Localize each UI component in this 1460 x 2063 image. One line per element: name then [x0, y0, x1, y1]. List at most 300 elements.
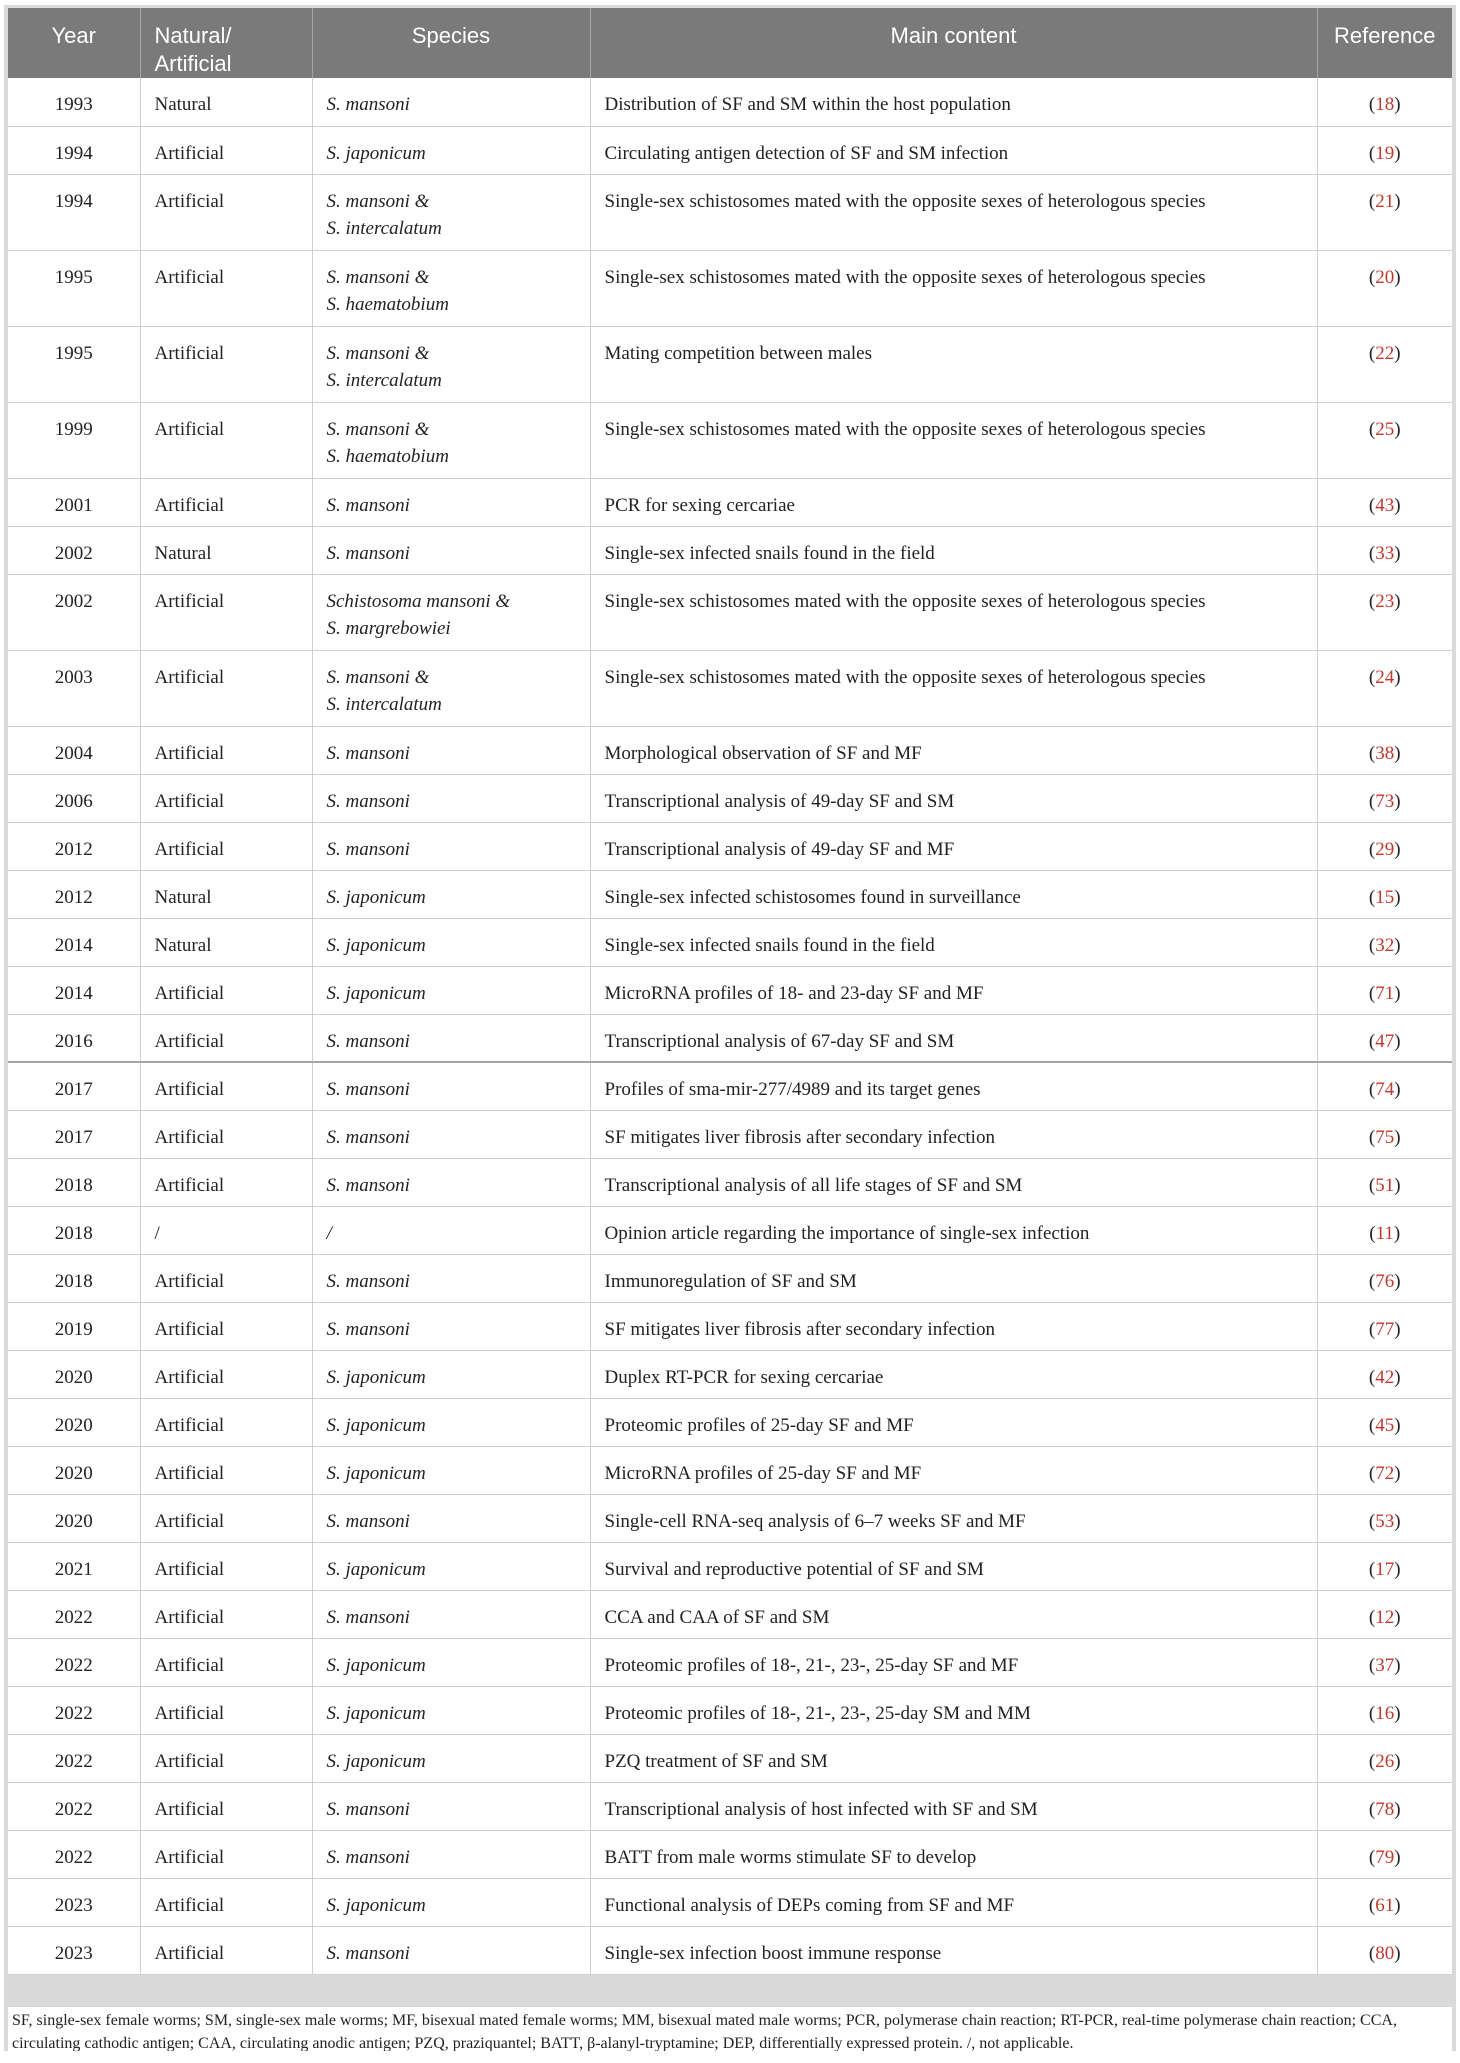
reference-cell: (42)	[1317, 1350, 1452, 1398]
main-content-cell: Transcriptional analysis of all life stages of SF and SM	[590, 1158, 1317, 1206]
table-row	[8, 1302, 1452, 1350]
year-cell: 2023	[8, 1926, 140, 1974]
species-line: S. margrebowiei	[326, 617, 451, 639]
table-row	[8, 1206, 1452, 1254]
species-cell	[312, 1014, 590, 1062]
species-cell	[312, 1302, 590, 1350]
year-cell: 2012	[8, 822, 140, 870]
reference-cell: (12)	[1317, 1590, 1452, 1638]
table-row	[8, 1638, 1452, 1686]
reference-link[interactable]: 76	[1375, 1270, 1395, 1292]
table-row	[8, 1926, 1452, 1974]
reference-cell: (22)	[1317, 326, 1452, 402]
table-row	[8, 1878, 1452, 1926]
species-line: /	[326, 1222, 332, 1244]
main-content-cell: Functional analysis of DEPs coming from SF and MF	[590, 1878, 1317, 1926]
reference-cell: (61)	[1317, 1878, 1452, 1926]
natural-artificial-cell: Artificial	[140, 126, 312, 174]
natural-artificial-cell: /	[140, 1206, 312, 1254]
species-cell	[312, 1542, 590, 1590]
year-cell: 2021	[8, 1542, 140, 1590]
species-line: S. mansoni	[326, 494, 410, 516]
table-row	[8, 822, 1452, 870]
table-row	[8, 1782, 1452, 1830]
reference-cell: (26)	[1317, 1734, 1452, 1782]
species-line: S. mansoni &	[326, 418, 430, 440]
year-cell: 2012	[8, 870, 140, 918]
table-row	[8, 1830, 1452, 1878]
species-line: S. japonicum	[326, 1654, 426, 1676]
reference-link[interactable]: 71	[1375, 982, 1395, 1004]
natural-artificial-cell: Natural	[140, 78, 312, 126]
natural-artificial-cell: Artificial	[140, 1398, 312, 1446]
species-line: S. japonicum	[326, 934, 426, 956]
year-cell: 2022	[8, 1638, 140, 1686]
reference-link[interactable]: 77	[1375, 1318, 1395, 1340]
reference-cell: (75)	[1317, 1110, 1452, 1158]
table-row	[8, 726, 1452, 774]
species-cell	[312, 478, 590, 526]
species-cell	[312, 918, 590, 966]
table-row	[8, 126, 1452, 174]
species-cell	[312, 726, 590, 774]
natural-artificial-cell: Artificial	[140, 1446, 312, 1494]
reference-link[interactable]: 37	[1375, 1654, 1395, 1676]
year-cell: 2022	[8, 1734, 140, 1782]
species-cell	[312, 1062, 590, 1110]
reference-link[interactable]: 42	[1375, 1366, 1395, 1388]
year-cell: 2022	[8, 1590, 140, 1638]
reference-cell: (71)	[1317, 966, 1452, 1014]
species-cell	[312, 1638, 590, 1686]
natural-artificial-cell: Artificial	[140, 1110, 312, 1158]
reference-link[interactable]: 53	[1375, 1510, 1395, 1532]
reference-link[interactable]: 15	[1375, 886, 1395, 908]
reference-cell: (73)	[1317, 774, 1452, 822]
main-content-cell: Circulating antigen detection of SF and SM infection	[590, 126, 1317, 174]
main-content-cell: Single-sex schistosomes mated with the opposite sexes of heterologous species	[590, 650, 1317, 726]
reference-link[interactable]: 26	[1375, 1750, 1395, 1772]
year-cell: 2020	[8, 1446, 140, 1494]
natural-artificial-cell: Artificial	[140, 966, 312, 1014]
year-cell: 2017	[8, 1110, 140, 1158]
natural-artificial-cell: Artificial	[140, 726, 312, 774]
species-line: S. mansoni	[326, 1174, 410, 1196]
species-line: S. mansoni	[326, 1126, 410, 1148]
reference-cell: (32)	[1317, 918, 1452, 966]
table-row	[8, 1062, 1452, 1110]
species-line: S. haematobium	[326, 293, 449, 315]
reference-cell: (23)	[1317, 574, 1452, 650]
reference-link[interactable]: 33	[1375, 542, 1395, 564]
natural-artificial-cell: Artificial	[140, 1302, 312, 1350]
natural-artificial-cell: Artificial	[140, 1014, 312, 1062]
natural-artificial-cell: Artificial	[140, 1782, 312, 1830]
natural-artificial-cell: Natural	[140, 870, 312, 918]
species-cell	[312, 174, 590, 250]
table-page	[4, 5, 1456, 2051]
reference-cell: (74)	[1317, 1062, 1452, 1110]
reference-link[interactable]: 72	[1375, 1462, 1395, 1484]
species-line: S. japonicum	[326, 982, 426, 1004]
table-row	[8, 1542, 1452, 1590]
reference-cell: (53)	[1317, 1494, 1452, 1542]
year-cell: 2018	[8, 1158, 140, 1206]
species-line: S. japonicum	[326, 1558, 426, 1580]
year-cell: 2003	[8, 650, 140, 726]
species-cell	[312, 250, 590, 326]
species-line: S. mansoni	[326, 838, 410, 860]
reference-cell: (77)	[1317, 1302, 1452, 1350]
reference-cell: (79)	[1317, 1830, 1452, 1878]
species-line: S. mansoni	[326, 94, 410, 115]
species-line: S. mansoni	[326, 1846, 410, 1868]
main-content-cell: Single-sex schistosomes mated with the opposite sexes of heterologous species	[590, 174, 1317, 250]
table-row	[8, 1590, 1452, 1638]
reference-link[interactable]: 22	[1375, 342, 1395, 364]
reference-link[interactable]: 43	[1375, 494, 1395, 516]
natural-artificial-cell: Artificial	[140, 250, 312, 326]
main-content-cell: Mating competition between males	[590, 326, 1317, 402]
main-content-cell: Proteomic profiles of 18-, 21-, 23-, 25-day SM and MM	[590, 1686, 1317, 1734]
species-line: Schistosoma mansoni &	[326, 590, 511, 612]
table-row	[8, 526, 1452, 574]
main-content-cell: PZQ treatment of SF and SM	[590, 1734, 1317, 1782]
natural-artificial-cell: Artificial	[140, 1542, 312, 1590]
year-cell: 2019	[8, 1302, 140, 1350]
species-cell	[312, 1686, 590, 1734]
reference-link[interactable]: 19	[1375, 142, 1395, 164]
header-natural-artificial: Natural/ Artificial	[140, 8, 312, 78]
reference-link[interactable]: 75	[1375, 1126, 1395, 1148]
species-cell	[312, 326, 590, 402]
natural-artificial-cell: Artificial	[140, 1830, 312, 1878]
reference-link[interactable]: 79	[1375, 1846, 1395, 1868]
species-cell	[312, 1926, 590, 1974]
reference-cell: (18)	[1317, 78, 1452, 126]
reference-cell: (24)	[1317, 650, 1452, 726]
reference-cell: (37)	[1317, 1638, 1452, 1686]
species-line: S. japonicum	[326, 1750, 426, 1772]
reference-link[interactable]: 38	[1375, 742, 1395, 764]
main-content-cell: Proteomic profiles of 25-day SF and MF	[590, 1398, 1317, 1446]
species-cell	[312, 870, 590, 918]
natural-artificial-cell: Artificial	[140, 650, 312, 726]
year-cell: 2020	[8, 1398, 140, 1446]
reference-link[interactable]: 12	[1375, 1606, 1395, 1628]
species-cell	[312, 1254, 590, 1302]
species-line: S. mansoni	[326, 790, 410, 812]
year-cell: 1999	[8, 402, 140, 478]
year-cell: 1994	[8, 174, 140, 250]
reference-cell: (51)	[1317, 1158, 1452, 1206]
year-cell: 2018	[8, 1254, 140, 1302]
table-row	[8, 1254, 1452, 1302]
table-row	[8, 402, 1452, 478]
natural-artificial-cell: Artificial	[140, 822, 312, 870]
year-cell: 2002	[8, 526, 140, 574]
natural-artificial-cell: Artificial	[140, 174, 312, 250]
year-cell: 2014	[8, 966, 140, 1014]
table-row	[8, 650, 1452, 726]
natural-artificial-cell: Artificial	[140, 402, 312, 478]
main-content-cell: Single-sex infected snails found in the field	[590, 526, 1317, 574]
year-cell: 2006	[8, 774, 140, 822]
year-cell: 2018	[8, 1206, 140, 1254]
natural-artificial-cell: Natural	[140, 526, 312, 574]
table-row	[8, 1686, 1452, 1734]
main-content-cell: BATT from male worms stimulate SF to develop	[590, 1830, 1317, 1878]
reference-link[interactable]: 24	[1375, 666, 1395, 688]
natural-artificial-cell: Artificial	[140, 1878, 312, 1926]
table-row	[8, 1446, 1452, 1494]
natural-artificial-cell: Artificial	[140, 1734, 312, 1782]
species-line: S. mansoni	[326, 1606, 410, 1628]
reference-link[interactable]: 61	[1375, 1894, 1395, 1916]
species-line: S. mansoni	[326, 542, 410, 564]
reference-cell: (45)	[1317, 1398, 1452, 1446]
species-line: S. mansoni	[326, 1030, 410, 1052]
species-cell	[312, 1830, 590, 1878]
header-species: Species	[312, 8, 590, 78]
year-cell: 2001	[8, 478, 140, 526]
species-cell	[312, 650, 590, 726]
main-content-cell: Opinion article regarding the importance of single-sex infection	[590, 1206, 1317, 1254]
reference-cell: (19)	[1317, 126, 1452, 174]
main-content-cell: Single-sex infected snails found in the field	[590, 918, 1317, 966]
reference-link[interactable]: 17	[1375, 1558, 1395, 1580]
species-cell	[312, 402, 590, 478]
reference-link[interactable]: 29	[1375, 838, 1395, 860]
reference-cell: (16)	[1317, 1686, 1452, 1734]
year-cell: 1995	[8, 326, 140, 402]
table-row	[8, 1110, 1452, 1158]
header-reference: Reference	[1317, 8, 1452, 78]
reference-cell: (78)	[1317, 1782, 1452, 1830]
year-cell: 2017	[8, 1062, 140, 1110]
year-cell: 2022	[8, 1782, 140, 1830]
reference-cell: (80)	[1317, 1926, 1452, 1974]
main-content-cell: Single-sex schistosomes mated with the opposite sexes of heterologous species	[590, 402, 1317, 478]
species-cell	[312, 1734, 590, 1782]
species-line: S. intercalatum	[326, 217, 442, 239]
reference-cell: (76)	[1317, 1254, 1452, 1302]
reference-cell: (29)	[1317, 822, 1452, 870]
main-content-cell: Transcriptional analysis of host infected with SF and SM	[590, 1782, 1317, 1830]
species-line: S. japonicum	[326, 1414, 426, 1436]
species-line: S. mansoni	[326, 1942, 410, 1964]
species-cell	[312, 1590, 590, 1638]
main-content-cell: MicroRNA profiles of 18- and 23-day SF and MF	[590, 966, 1317, 1014]
reference-cell: (21)	[1317, 174, 1452, 250]
year-cell: 2020	[8, 1494, 140, 1542]
main-content-cell: Transcriptional analysis of 49-day SF and SM	[590, 774, 1317, 822]
main-content-cell: Proteomic profiles of 18-, 21-, 23-, 25-day SF and MF	[590, 1638, 1317, 1686]
natural-artificial-cell: Artificial	[140, 1350, 312, 1398]
reference-link[interactable]: 25	[1375, 418, 1395, 440]
species-line: S. japonicum	[326, 142, 426, 164]
species-line: S. intercalatum	[326, 369, 442, 391]
reference-cell: (38)	[1317, 726, 1452, 774]
year-cell: 1993	[8, 78, 140, 126]
reference-cell: (72)	[1317, 1446, 1452, 1494]
species-cell	[312, 526, 590, 574]
year-cell: 2004	[8, 726, 140, 774]
reference-cell: (20)	[1317, 250, 1452, 326]
main-content-cell: Single-cell RNA-seq analysis of 6–7 weeks SF and MF	[590, 1494, 1317, 1542]
natural-artificial-cell: Artificial	[140, 574, 312, 650]
natural-artificial-cell: Artificial	[140, 1926, 312, 1974]
reference-cell: (15)	[1317, 870, 1452, 918]
main-content-cell: SF mitigates liver fibrosis after secondary infection	[590, 1110, 1317, 1158]
main-content-cell: Morphological observation of SF and MF	[590, 726, 1317, 774]
table-header	[8, 8, 1452, 78]
table-row	[8, 1014, 1452, 1062]
table-row	[8, 1398, 1452, 1446]
main-content-cell: Duplex RT-PCR for sexing cercariae	[590, 1350, 1317, 1398]
natural-artificial-cell: Artificial	[140, 1590, 312, 1638]
species-cell	[312, 1494, 590, 1542]
species-line: S. mansoni	[326, 1270, 410, 1292]
reference-link[interactable]: 73	[1375, 790, 1395, 812]
table-row	[8, 78, 1452, 126]
natural-artificial-cell: Artificial	[140, 1158, 312, 1206]
reference-link[interactable]: 80	[1375, 1942, 1395, 1964]
reference-link[interactable]: 47	[1375, 1030, 1395, 1052]
year-cell: 2023	[8, 1878, 140, 1926]
natural-artificial-cell: Artificial	[140, 1494, 312, 1542]
year-cell: 2002	[8, 574, 140, 650]
year-cell: 2014	[8, 918, 140, 966]
reference-link[interactable]: 20	[1375, 266, 1395, 288]
table-row	[8, 870, 1452, 918]
species-line: S. japonicum	[326, 1462, 426, 1484]
species-cell	[312, 1446, 590, 1494]
reference-link[interactable]: 51	[1375, 1174, 1395, 1196]
natural-artificial-cell: Artificial	[140, 1686, 312, 1734]
species-cell	[312, 78, 590, 126]
species-cell	[312, 1878, 590, 1926]
main-content-cell: MicroRNA profiles of 25-day SF and MF	[590, 1446, 1317, 1494]
species-line: S. mansoni &	[326, 666, 430, 688]
natural-artificial-cell: Artificial	[140, 478, 312, 526]
natural-artificial-cell: Artificial	[140, 1638, 312, 1686]
year-cell: 2022	[8, 1686, 140, 1734]
header-main-content: Main content	[590, 8, 1317, 78]
table-footnote: SF, single-sex female worms; SM, single-sex male worms; MF, bisexual mated female worms; MM, bisexual mated male worms; PCR, polymerase chain reaction; RT-PCR, real-time polymerase chain reaction; CCA, circulating cathodic antigen; CAA, circulating anodic antigen; PZQ, praziquantel; BATT, β-alanyl-tryptamine; DEP, differentially expressed protein. /, not applicable.	[8, 2007, 1452, 2051]
main-content-cell: CCA and CAA of SF and SM	[590, 1590, 1317, 1638]
table-row	[8, 1158, 1452, 1206]
natural-artificial-cell: Natural	[140, 918, 312, 966]
species-line: S. japonicum	[326, 886, 426, 908]
species-line: S. mansoni &	[326, 266, 430, 288]
table-row	[8, 966, 1452, 1014]
table-row	[8, 250, 1452, 326]
species-line: S. mansoni	[326, 1798, 410, 1820]
main-content-cell: Transcriptional analysis of 67-day SF and SM	[590, 1014, 1317, 1062]
species-line: S. japonicum	[326, 1366, 426, 1388]
year-cell: 2016	[8, 1014, 140, 1062]
year-cell: 2020	[8, 1350, 140, 1398]
species-cell	[312, 774, 590, 822]
main-content-cell: Survival and reproductive potential of SF and SM	[590, 1542, 1317, 1590]
natural-artificial-cell: Artificial	[140, 774, 312, 822]
reference-link[interactable]: 78	[1375, 1798, 1395, 1820]
table-row	[8, 1494, 1452, 1542]
header-row	[8, 8, 1452, 78]
reference-link[interactable]: 21	[1375, 190, 1395, 212]
species-line: S. mansoni	[326, 742, 410, 764]
reference-link[interactable]: 23	[1375, 590, 1395, 612]
year-cell: 1994	[8, 126, 140, 174]
table-row	[8, 918, 1452, 966]
natural-artificial-cell: Artificial	[140, 1062, 312, 1110]
species-cell	[312, 966, 590, 1014]
species-line: S. mansoni	[326, 1079, 410, 1100]
main-content-cell: PCR for sexing cercariae	[590, 478, 1317, 526]
table-body	[8, 78, 1452, 1974]
species-cell	[312, 1158, 590, 1206]
species-cell	[312, 1350, 590, 1398]
table-row	[8, 1734, 1452, 1782]
species-cell	[312, 1206, 590, 1254]
reference-cell: (17)	[1317, 1542, 1452, 1590]
reference-cell: (25)	[1317, 402, 1452, 478]
table-row	[8, 478, 1452, 526]
species-line: S. japonicum	[326, 1702, 426, 1724]
species-line: S. mansoni &	[326, 190, 430, 212]
species-line: S. haematobium	[326, 445, 449, 467]
reference-cell: (47)	[1317, 1014, 1452, 1062]
main-content-cell: Single-sex infection boost immune response	[590, 1926, 1317, 1974]
table-row	[8, 574, 1452, 650]
reference-cell: (11)	[1317, 1206, 1452, 1254]
main-content-cell: Single-sex schistosomes mated with the opposite sexes of heterologous species	[590, 250, 1317, 326]
reference-link[interactable]: 32	[1375, 934, 1395, 956]
natural-artificial-cell: Artificial	[140, 1254, 312, 1302]
table-row	[8, 774, 1452, 822]
species-line: S. mansoni &	[326, 342, 430, 364]
reference-link[interactable]: 45	[1375, 1414, 1395, 1436]
species-line: S. japonicum	[326, 1894, 426, 1916]
reference-link[interactable]: 74	[1375, 1079, 1395, 1100]
reference-link[interactable]: 11	[1375, 1222, 1394, 1244]
species-cell	[312, 1110, 590, 1158]
species-cell	[312, 574, 590, 650]
year-cell: 1995	[8, 250, 140, 326]
species-cell	[312, 1398, 590, 1446]
table-row	[8, 1350, 1452, 1398]
studies-table	[8, 8, 1452, 1975]
species-cell	[312, 126, 590, 174]
reference-cell: (33)	[1317, 526, 1452, 574]
year-cell: 2022	[8, 1830, 140, 1878]
main-content-cell: Transcriptional analysis of 49-day SF and MF	[590, 822, 1317, 870]
table-row	[8, 326, 1452, 402]
natural-artificial-cell: Artificial	[140, 326, 312, 402]
main-content-cell: Immunoregulation of SF and SM	[590, 1254, 1317, 1302]
main-content-cell: Single-sex schistosomes mated with the opposite sexes of heterologous species	[590, 574, 1317, 650]
reference-link[interactable]: 18	[1375, 94, 1395, 115]
species-cell	[312, 1782, 590, 1830]
species-line: S. mansoni	[326, 1318, 410, 1340]
main-content-cell: Single-sex infected schistosomes found in surveillance	[590, 870, 1317, 918]
table-row	[8, 174, 1452, 250]
reference-cell: (43)	[1317, 478, 1452, 526]
reference-link[interactable]: 16	[1375, 1702, 1395, 1724]
species-line: S. intercalatum	[326, 693, 442, 715]
main-content-cell: Distribution of SF and SM within the host population	[590, 78, 1317, 126]
